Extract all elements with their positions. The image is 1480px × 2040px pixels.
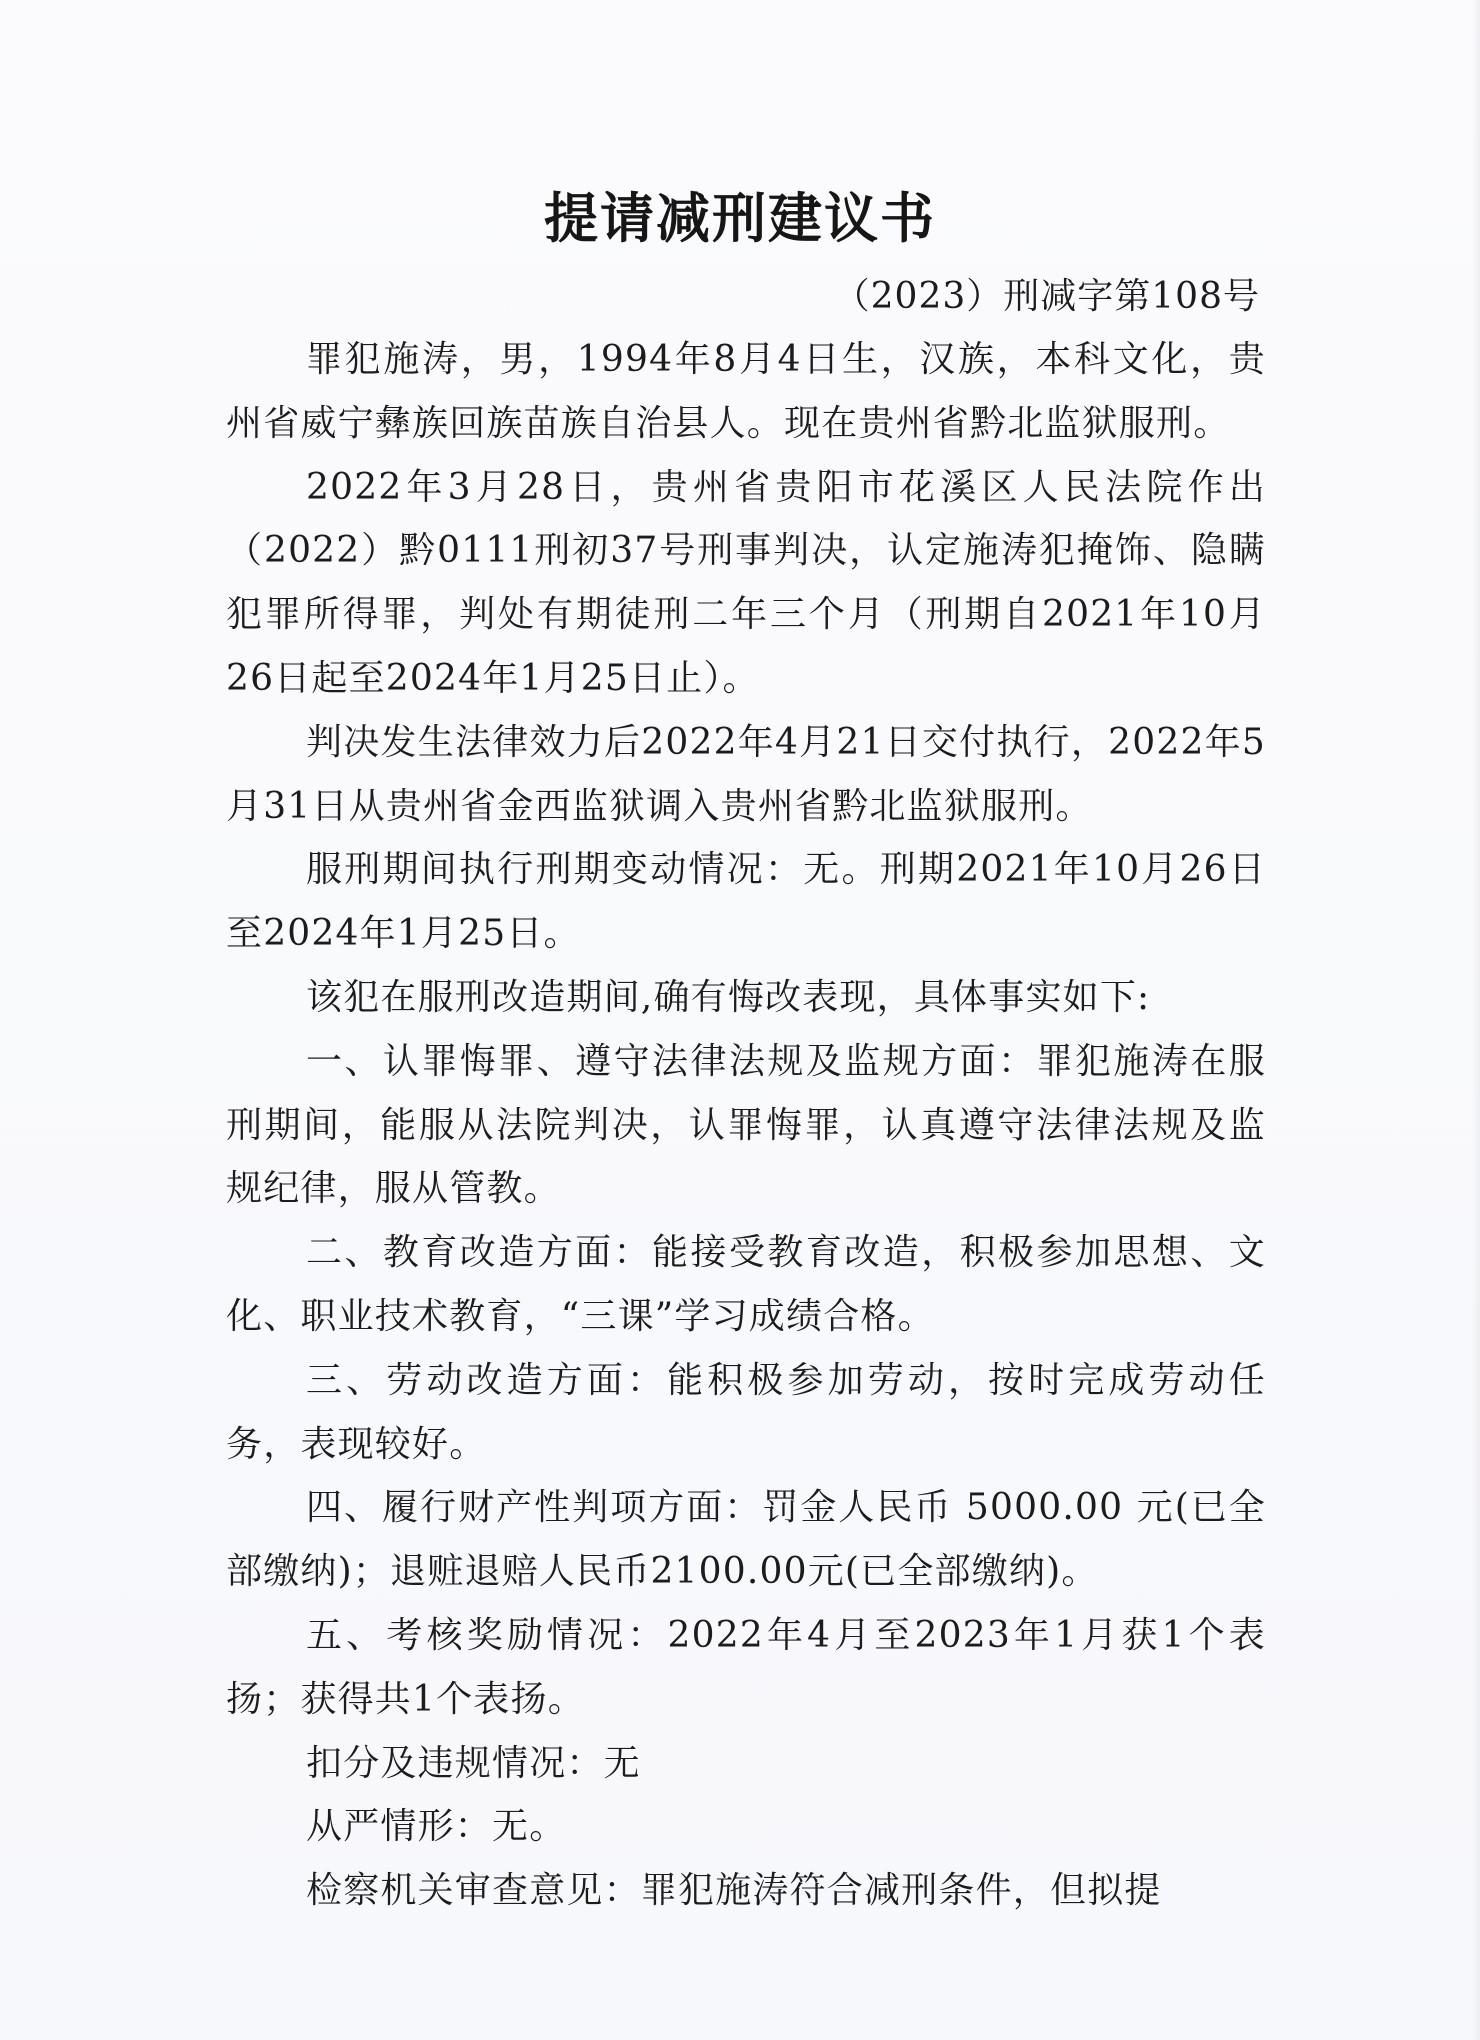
page-edge-shadow <box>1472 0 1480 2040</box>
paragraph-labor: 三、劳动改造方面：能积极参加劳动，按时完成劳动任务，表现较好。 <box>226 1359 1266 1465</box>
paragraph-strict-circumstances: 从严情形：无。 <box>306 1806 567 1848</box>
document-title: 提请减刑建议书 <box>544 186 936 250</box>
paragraph-judgment: 2022年3月28日，贵州省贵阳市花溪区人民法院作出（2022）黔0111刑初37号刑事判决，认定施涛犯掩饰、隐瞒犯罪所得罪，判处有期徒刑二年三个月（刑期自2021年10月26日起至2024年1月25日止）。 <box>226 466 1266 699</box>
document-body <box>226 328 1266 1923</box>
paragraph-execution: 判决发生法律效力后2022年4月21日交付执行，2022年5月31日从贵州省金西监狱调入贵州省黔北监狱服刑。 <box>226 721 1266 827</box>
paragraph-procuratorate-opinion: 检察机关审查意见：罪犯施涛符合减刑条件，但拟提 <box>306 1870 1162 1912</box>
paragraph-education: 二、教育改造方面：能接受教育改造，积极参加思想、文化、职业技术教育，“三课”学习成绩合格。 <box>226 1232 1266 1337</box>
paragraph-rewards: 五、考核奖励情况：2022年4月至2023年1月获1个表扬；获得共1个表扬。 <box>226 1614 1266 1720</box>
paragraph-violations: 扣分及违规情况：无 <box>306 1742 641 1784</box>
document-number: （2023）刑减字第108号 <box>833 276 1260 317</box>
paragraph-law-compliance: 一、认罪悔罪、遵守法律法规及监规方面：罪犯施涛在服刑期间，能服从法院判决，认罪悔罪，认真遵守法律法规及监规纪律，服从管教。 <box>226 1040 1266 1210</box>
paragraph-repentance-intro: 该犯在服刑改造期间,确有悔改表现，具体事实如下: <box>306 976 1151 1018</box>
paragraph-sentence-change: 服刑期间执行刑期变动情况：无。刑期2021年10月26日至2024年1月25日。 <box>226 849 1266 955</box>
paragraph-inmate-info: 罪犯施涛，男，1994年8月4日生，汉族，本科文化，贵州省威宁彝族回族苗族自治县人。现在贵州省黔北监狱服刑。 <box>226 339 1266 444</box>
paragraph-property-judgment: 四、履行财产性判项方面：罚金人民币 5000.00 元(已全部缴纳)；退赃退赔人民币2100.00元(已全部缴纳)。 <box>226 1487 1266 1593</box>
